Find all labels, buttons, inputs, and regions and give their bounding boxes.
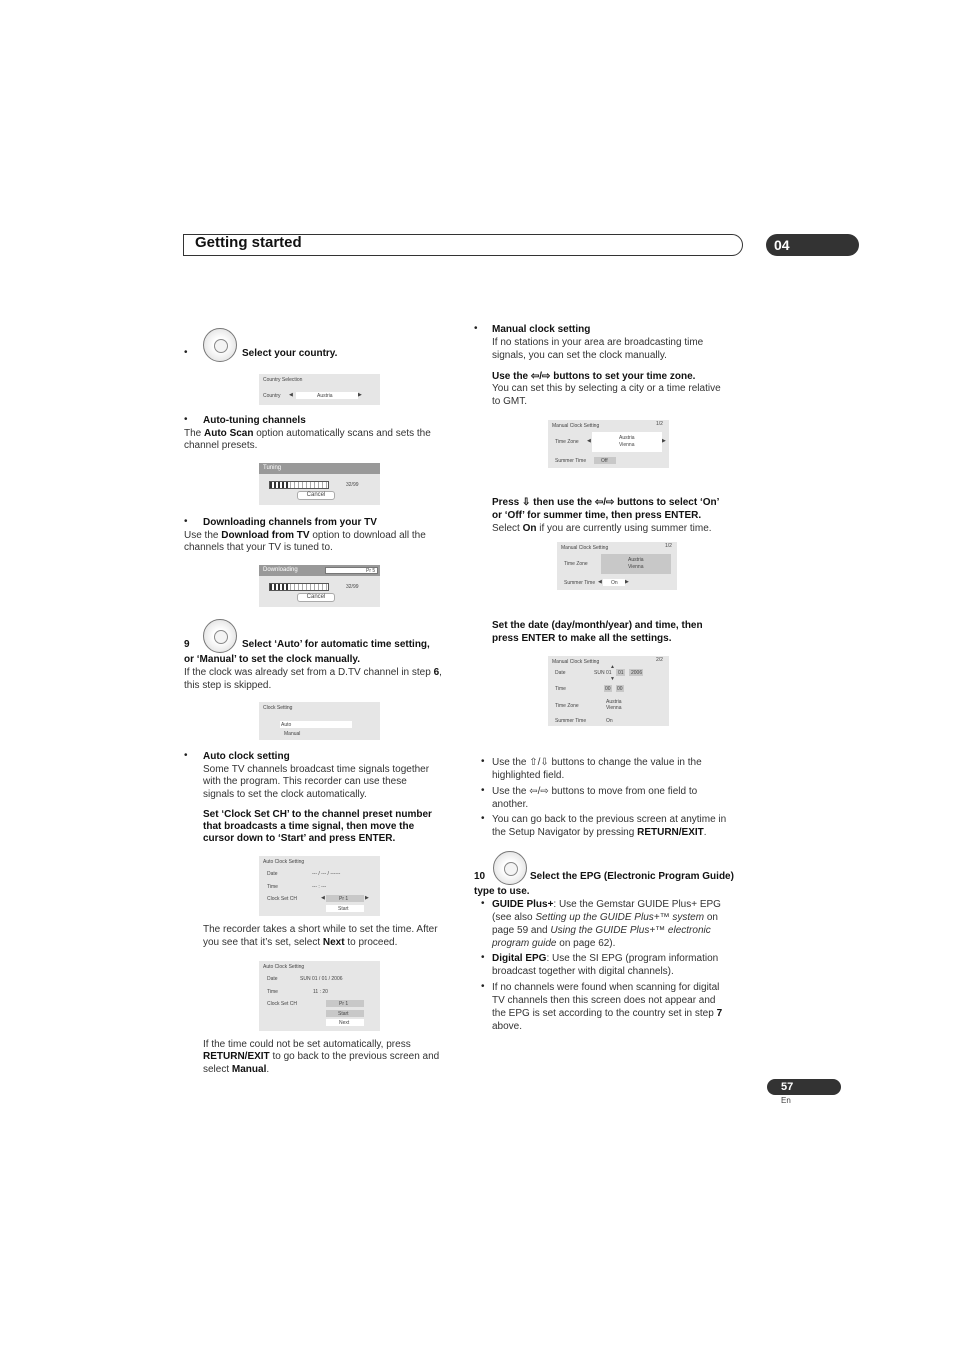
- country-label: Country: [263, 393, 281, 399]
- tip-2a: Use the ⇦/⇨ buttons to move from one field to: [492, 786, 698, 797]
- step10-heading-1: Select the EPG (Electronic Program Guide): [530, 871, 734, 882]
- press-text: Select On if you are currently using summer time.: [492, 523, 712, 534]
- screen-title: Manual Clock Setting: [561, 545, 609, 551]
- auto-clock-text-2: with the program. This recorder can use these: [203, 776, 407, 787]
- summer-time-value: On: [606, 718, 613, 724]
- time-label: Time: [267, 884, 278, 890]
- auto-clock-screen-2: [259, 961, 380, 1031]
- digital-epg-1: Digital EPG: Use the SI EPG (program information: [492, 953, 719, 964]
- summer-time-value: Off: [601, 458, 608, 464]
- bullet: •: [474, 323, 478, 334]
- screen-title: Auto Clock Setting: [263, 964, 305, 970]
- progress-count: 32/99: [346, 584, 359, 590]
- screen-title: Manual Clock Setting: [552, 659, 600, 665]
- manual-clock-screen-3: [548, 656, 669, 726]
- clock-ch-value: Pr 1: [339, 896, 349, 902]
- tuning-screen: [259, 463, 380, 505]
- date-month[interactable]: 01: [618, 670, 624, 676]
- auto-clock-instruction-3: cursor down to ‘Start’ and press ENTER.: [203, 833, 396, 844]
- progress-bar: [269, 481, 329, 489]
- page-title: Getting started: [195, 234, 302, 251]
- step9-heading-1: Select ‘Auto’ for automatic time setting,: [242, 639, 430, 650]
- remote-control-icon: [493, 851, 527, 885]
- if-time-1: If the time could not be set automatically, press: [203, 1039, 411, 1050]
- bullet: •: [184, 750, 188, 761]
- time-zone-label: Time Zone: [555, 703, 579, 709]
- country-selection-screen: [259, 374, 380, 405]
- bullet: •: [184, 414, 188, 425]
- preset-value: Pr 5: [366, 568, 376, 574]
- use-buttons-text-1: You can set this by selecting a city or a time relative: [492, 383, 721, 394]
- clock-ch-label: Clock Set CH: [267, 1001, 298, 1007]
- step9-text-2: this step is skipped.: [184, 680, 272, 691]
- clock-ch-value: Pr 1: [339, 1001, 349, 1007]
- downloading-text: Use the Download from TV option to download all the: [184, 530, 426, 541]
- manual-option[interactable]: Manual: [284, 731, 301, 737]
- language-label: En: [781, 1096, 791, 1105]
- auto-option[interactable]: Auto: [281, 722, 292, 728]
- summer-time-label: Summer Time: [564, 580, 596, 586]
- if-no-4: above.: [492, 1021, 523, 1032]
- bullet: •: [184, 347, 188, 358]
- cancel-button[interactable]: Cancel: [297, 491, 335, 500]
- auto-tuning-text-2: channel presets.: [184, 440, 258, 451]
- if-no-3: the EPG is set according to the country set in step 7: [492, 1008, 723, 1019]
- date-label: Date: [267, 976, 278, 982]
- remote-control-icon: [203, 328, 237, 362]
- summer-time-value: On: [611, 580, 618, 586]
- start-button[interactable]: Start: [338, 906, 349, 912]
- bullet: •: [184, 516, 188, 527]
- date-value: SUN 01 / 01 / 2006: [300, 976, 343, 982]
- country-value: Austria: [317, 393, 333, 399]
- start-button[interactable]: Start: [338, 1011, 349, 1017]
- use-buttons-heading: Use the ⇦/⇨ buttons to set your time zone.: [492, 371, 696, 382]
- next-button[interactable]: Next: [339, 1020, 350, 1026]
- time-zone-value-2: Vienna: [628, 564, 644, 570]
- arrow-right-icon: ▶: [358, 392, 362, 398]
- bullet: •: [481, 898, 485, 909]
- step-number: 10: [474, 871, 486, 882]
- step-select-country: Select your country.: [242, 348, 338, 359]
- auto-clock-text-1: Some TV channels broadcast time signals together: [203, 764, 430, 775]
- time-minute[interactable]: 00: [617, 686, 623, 692]
- screen-title: Tuning: [259, 463, 380, 474]
- time-hour[interactable]: 00: [605, 686, 611, 692]
- screen-title: Manual Clock Setting: [552, 423, 600, 429]
- arrow-left-icon: ◀: [598, 579, 602, 585]
- clock-setting-screen: [259, 702, 380, 740]
- bullet: •: [481, 981, 485, 992]
- time-value: --- : ---: [312, 884, 327, 890]
- page-number: 57: [767, 1079, 841, 1095]
- screen-title: Auto Clock Setting: [263, 859, 305, 865]
- press-heading-2: or ‘Off’ for summer time, then press ENTER.: [492, 510, 702, 521]
- digital-epg-2: broadcast together with digital channels).: [492, 966, 674, 977]
- page-indicator: 1/2: [656, 421, 663, 427]
- arrow-up-icon: ▲: [610, 664, 615, 670]
- arrow-left-icon: ◀: [289, 392, 293, 398]
- downloading-text-2: channels that your TV is tuned to.: [184, 542, 333, 553]
- tip-1a: Use the ⇧/⇩ buttons to change the value in the: [492, 757, 702, 768]
- time-zone-label: Time Zone: [564, 561, 588, 567]
- auto-clock-instruction-1: Set ‘Clock Set CH’ to the channel preset number: [203, 809, 432, 820]
- date-label: Date: [555, 670, 566, 676]
- time-zone-value-1: Austria: [619, 435, 635, 441]
- arrow-left-icon: ◀: [321, 895, 325, 901]
- time-zone-value-2: Vienna: [619, 442, 635, 448]
- page-indicator: 2/2: [656, 657, 663, 663]
- screen-title: Clock Setting: [263, 705, 293, 711]
- time-label: Time: [267, 989, 278, 995]
- if-time-3: select Manual.: [203, 1064, 270, 1075]
- set-date-heading-1: Set the date (day/month/year) and time, then: [492, 620, 703, 631]
- progress-bar: [269, 583, 329, 591]
- arrow-left-icon: ◀: [587, 438, 591, 444]
- screen-title: Downloading: [259, 565, 380, 576]
- remote-control-icon: [203, 619, 237, 653]
- manual-clock-screen-1: [548, 420, 669, 468]
- guide-plus-3: page 59 and Using the GUIDE Plus+™ electronic: [492, 925, 711, 936]
- step-number: 9: [184, 639, 190, 650]
- time-zone-value-2: Vienna: [606, 705, 622, 711]
- manual-clock-screen-2: [557, 542, 677, 590]
- clock-ch-label: Clock Set CH: [267, 896, 298, 902]
- auto-clock-text-3: signals to set the clock automatically.: [203, 789, 367, 800]
- time-zone-value-1: Austria: [606, 699, 622, 705]
- auto-tuning-text: The Auto Scan option automatically scans and sets the: [184, 428, 431, 439]
- guide-plus-2: (see also Setting up the GUIDE Plus+™ system on: [492, 912, 718, 923]
- tip-3b: the Setup Navigator by pressing RETURN/EXIT.: [492, 827, 707, 838]
- use-buttons-text-2: to GMT.: [492, 396, 528, 407]
- cancel-button[interactable]: Cancel: [297, 593, 335, 602]
- arrow-right-icon: ▶: [365, 895, 369, 901]
- arrow-down-icon: ▼: [610, 676, 615, 682]
- date-year[interactable]: 2006: [631, 670, 643, 676]
- manual-clock-text-1: If no stations in your area are broadcasting time: [492, 337, 704, 348]
- if-no-2: TV channels then this screen does not appear and: [492, 995, 716, 1006]
- time-zone-label: Time Zone: [555, 439, 579, 445]
- date-day: SUN 01: [594, 670, 612, 676]
- chapter-badge: 04: [766, 234, 859, 256]
- tip-2b: another.: [492, 799, 529, 810]
- tip-3a: You can go back to the previous screen at anytime in: [492, 814, 727, 825]
- recorder-takes-1: The recorder takes a short while to set the time. After: [203, 924, 438, 935]
- time-label: Time: [555, 686, 566, 692]
- date-label: Date: [267, 871, 278, 877]
- step9-heading-2: or ‘Manual’ to set the clock manually.: [184, 654, 360, 665]
- step10-heading-2: type to use.: [474, 886, 530, 897]
- if-time-2: RETURN/EXIT to go back to the previous screen and: [203, 1051, 440, 1062]
- guide-plus-1: GUIDE Plus+: Use the Gemstar GUIDE Plus+ EPG: [492, 899, 721, 910]
- downloading-screen: [259, 565, 380, 607]
- auto-clock-instruction-2: that broadcasts a time signal, then move the: [203, 821, 415, 832]
- press-heading-1: Press ⇩ then use the ⇦/⇨ buttons to select ‘On’: [492, 497, 720, 508]
- bullet: •: [481, 952, 485, 963]
- bullet: •: [481, 756, 485, 767]
- time-value: 11 : 20: [313, 989, 328, 995]
- bullet: •: [481, 813, 485, 824]
- tip-1b: highlighted field.: [492, 770, 565, 781]
- recorder-takes-2: you see that it’s set, select Next to proceed.: [203, 937, 398, 948]
- auto-tuning-heading: Auto-tuning channels: [203, 415, 306, 426]
- if-no-1: If no channels were found when scanning for digital: [492, 982, 720, 993]
- arrow-right-icon: ▶: [662, 438, 666, 444]
- auto-clock-screen-1: [259, 856, 380, 916]
- bullet: •: [481, 785, 485, 796]
- manual-clock-heading: Manual clock setting: [492, 324, 591, 335]
- summer-time-label: Summer Time: [555, 718, 587, 724]
- date-value: --- / --- / ------: [312, 871, 341, 877]
- progress-count: 32/99: [346, 482, 359, 488]
- auto-clock-heading: Auto clock setting: [203, 751, 290, 762]
- arrow-right-icon: ▶: [625, 579, 629, 585]
- set-date-heading-2: press ENTER to make all the settings.: [492, 633, 672, 644]
- downloading-heading: Downloading channels from your TV: [203, 517, 377, 528]
- manual-clock-text-2: signals, you can set the clock manually.: [492, 350, 667, 361]
- guide-plus-4: program guide on page 62).: [492, 938, 616, 949]
- screen-title: Country Selection: [263, 377, 303, 383]
- step9-text: If the clock was already set from a D.TV channel in step 6,: [184, 667, 442, 678]
- summer-time-label: Summer Time: [555, 458, 587, 464]
- page-indicator: 1/2: [665, 543, 672, 549]
- time-zone-value-1: Austria: [628, 557, 644, 563]
